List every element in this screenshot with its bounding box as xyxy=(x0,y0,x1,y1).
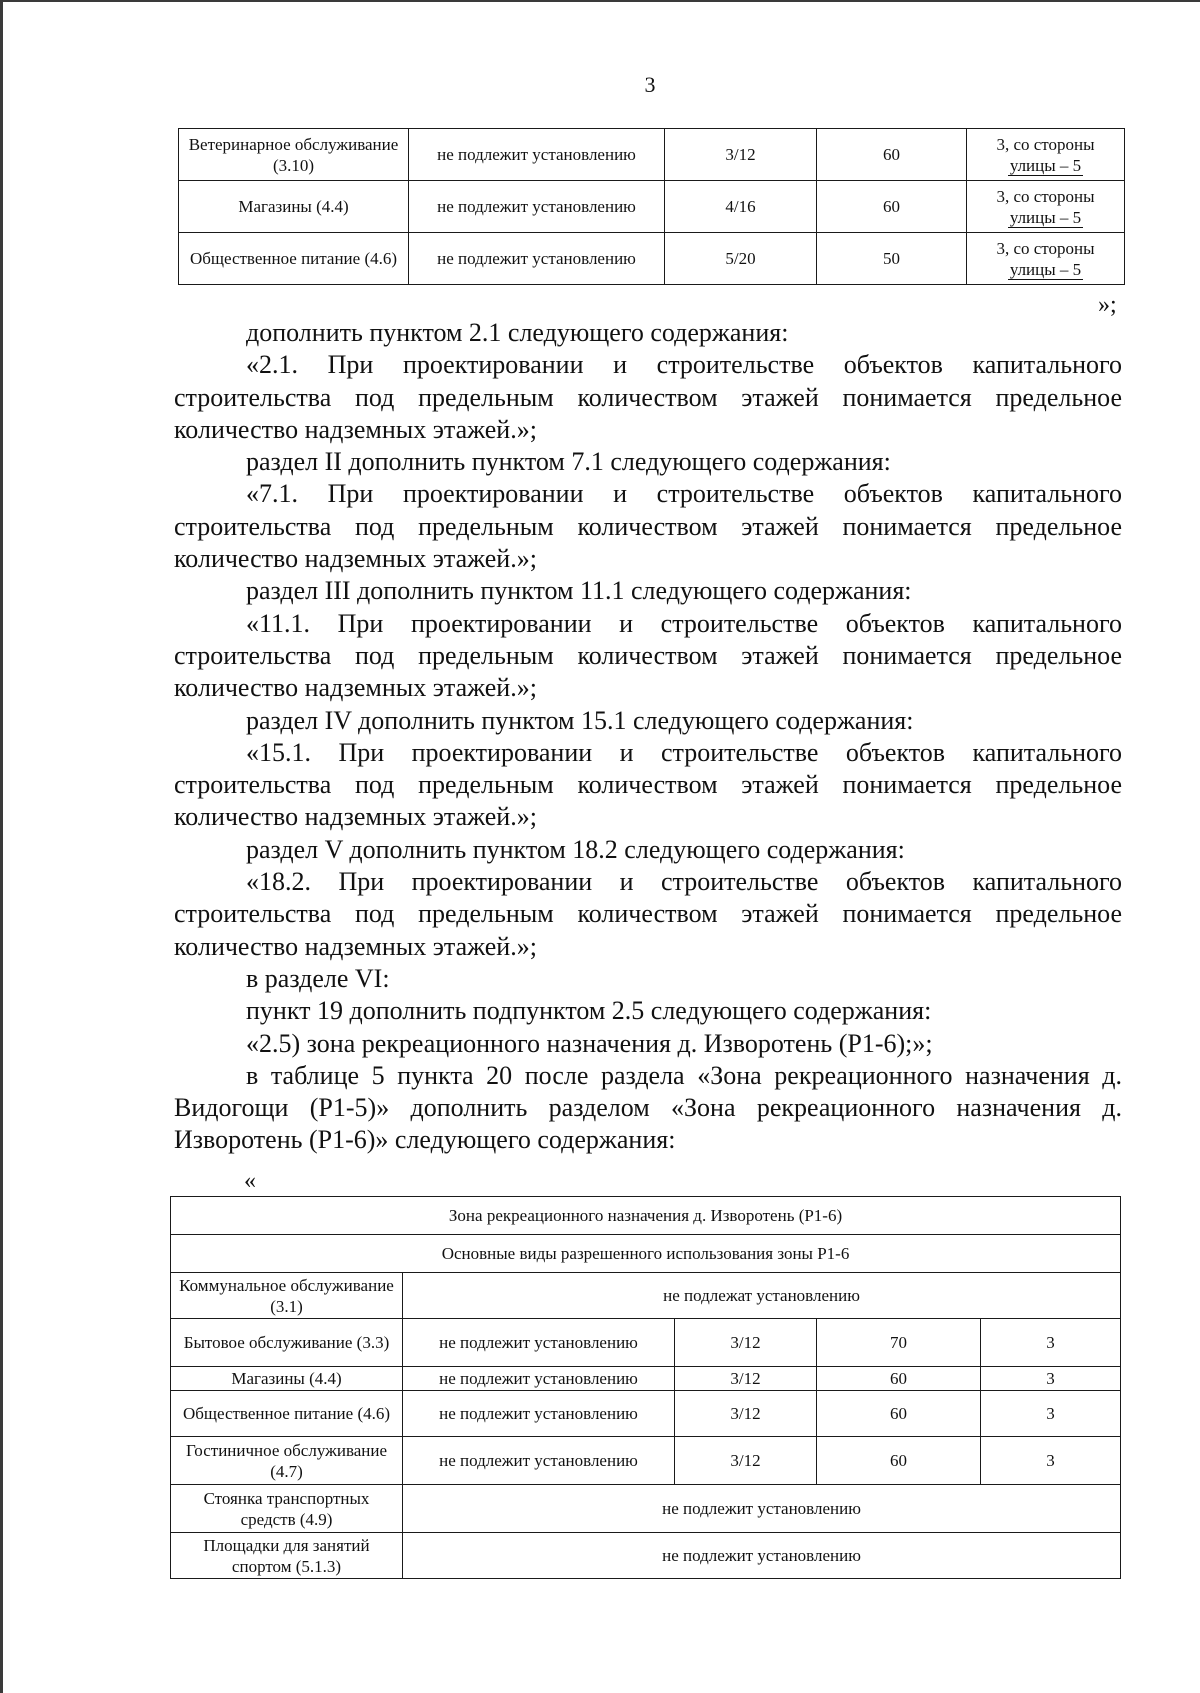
table-cell-area: не подлежит установлению xyxy=(403,1391,675,1437)
table-cell-setback: 3 xyxy=(981,1367,1121,1391)
table-cell-setback xyxy=(967,181,1125,233)
table-row xyxy=(179,129,1125,181)
table-cell-percent: 70 xyxy=(817,1319,981,1367)
table-cell-use: Стоянка транспортных средств (4.9) xyxy=(171,1485,403,1533)
table-cell-floors: 3/12 xyxy=(665,129,817,181)
setback-line-1: 3, со стороны xyxy=(996,134,1095,154)
table-cell-use: Общественное питание (4.6) xyxy=(179,233,409,285)
table-cell-area: не подлежит установлению xyxy=(403,1437,675,1485)
paragraph: в разделе VI: xyxy=(246,963,390,993)
paragraph: «15.1. При проектировании и строительстве объектов капитального строительства под предельным количеством этажей понимается предельное количество надземных этажей.»; xyxy=(174,737,1122,832)
table-cell-use: Магазины (4.4) xyxy=(171,1367,403,1391)
table-cell-use: Магазины (4.4) xyxy=(179,181,409,233)
scan-top-edge xyxy=(0,0,1200,2)
paragraph: дополнить пунктом 2.1 следующего содержания: xyxy=(246,318,789,347)
table-cell-area: не подлежит установлению xyxy=(403,1319,675,1367)
table-cell-floors: 4/16 xyxy=(665,181,817,233)
table-row xyxy=(171,1391,1121,1437)
table-cell-setback xyxy=(967,233,1125,285)
table-cell-use: Ветеринарное обслуживание (3.10) xyxy=(179,129,409,181)
table-cell-area: не подлежит установлению xyxy=(409,181,665,233)
amendment-text xyxy=(174,317,1122,1157)
table-cell-percent: 60 xyxy=(817,181,967,233)
table-cell-use: Общественное питание (4.6) xyxy=(171,1391,403,1437)
setback-line-1: 3, со стороны xyxy=(996,186,1095,206)
table-cell-merged: не подлежит установлению xyxy=(403,1485,1121,1533)
table-cell-merged: не подлежат установлению xyxy=(403,1273,1121,1319)
paragraph: раздел V дополнить пунктом 18.2 следующего содержания: xyxy=(246,834,905,864)
paragraph: раздел III дополнить пунктом 11.1 следующего содержания: xyxy=(246,576,912,606)
paragraph: «2.5) зона рекреационного назначения д. Изворотень (Р1-6);»; xyxy=(246,1028,933,1058)
table-row xyxy=(171,1367,1121,1391)
table-cell-setback: 3 xyxy=(981,1319,1121,1367)
table-cell-use: Бытовое обслуживание (3.3) xyxy=(171,1319,403,1367)
table-row xyxy=(171,1319,1121,1367)
setback-line-2: улицы – 5 xyxy=(1009,207,1082,227)
table-cell-percent: 60 xyxy=(817,1367,981,1391)
paragraph: раздел II дополнить пунктом 7.1 следующего содержания: xyxy=(246,447,891,477)
table-cell-percent: 60 xyxy=(817,1437,981,1485)
setback-line-2: улицы – 5 xyxy=(1009,155,1082,175)
table-row xyxy=(171,1533,1121,1579)
zone-title: Зона рекреационного назначения д. Изворотень (Р1-6) xyxy=(171,1197,1121,1235)
table-row xyxy=(171,1485,1121,1533)
table-cell-area: не подлежит установлению xyxy=(403,1367,675,1391)
page-number: 3 xyxy=(644,72,656,97)
scan-left-edge xyxy=(0,0,3,1693)
table-cell-area: не подлежит установлению xyxy=(409,129,665,181)
table-cell-use: Гостиничное обслуживание (4.7) xyxy=(171,1437,403,1485)
table-cell-setback: 3 xyxy=(981,1391,1121,1437)
table-cell-setback: 3 xyxy=(981,1437,1121,1485)
recreation-zone-table xyxy=(170,1196,1121,1579)
closing-quote: »; xyxy=(1098,292,1117,318)
paragraph: пункт 19 дополнить подпунктом 2.5 следующего содержания: xyxy=(246,996,932,1026)
table-cell-floors: 3/12 xyxy=(675,1391,817,1437)
opening-quote: « xyxy=(244,1168,256,1194)
continued-zoning-table xyxy=(178,128,1125,285)
table-row xyxy=(179,233,1125,285)
table-cell-floors: 3/12 xyxy=(675,1437,817,1485)
table-cell-percent: 60 xyxy=(817,129,967,181)
table-title-row xyxy=(171,1197,1121,1235)
paragraph: раздел IV дополнить пунктом 15.1 следующего содержания: xyxy=(246,705,914,735)
table-subtitle-row xyxy=(171,1235,1121,1273)
table-cell-area: не подлежит установлению xyxy=(409,233,665,285)
table-row xyxy=(171,1437,1121,1485)
table-cell-use: Коммунальное обслуживание (3.1) xyxy=(171,1273,403,1319)
table-cell-floors: 3/12 xyxy=(675,1319,817,1367)
zone-subtitle: Основные виды разрешенного использования зоны Р1-6 xyxy=(171,1235,1121,1273)
table-row xyxy=(179,181,1125,233)
table-cell-percent: 50 xyxy=(817,233,967,285)
paragraph: «7.1. При проектировании и строительстве объектов капитального строительства под предельным количеством этажей понимается предельное количество надземных этажей.»; xyxy=(174,479,1122,574)
table-cell-floors: 3/12 xyxy=(675,1367,817,1391)
paragraph: «2.1. При проектировании и строительстве объектов капитального строительства под предельным количеством этажей понимается предельное количество надземных этажей.»; xyxy=(174,350,1122,444)
paragraph: в таблице 5 пункта 20 после раздела «Зона рекреационного назначения д. Видогощи (Р1-5)» дополнить разделом «Зона рекреационного назначения д. Изворотень (Р1-6)» следующего содержания: xyxy=(174,1060,1122,1155)
table-row xyxy=(171,1273,1121,1319)
table-cell-percent: 60 xyxy=(817,1391,981,1437)
setback-line-2: улицы – 5 xyxy=(1009,259,1082,279)
table-cell-use: Площадки для занятий спортом (5.1.3) xyxy=(171,1533,403,1579)
table-cell-setback xyxy=(967,129,1125,181)
setback-line-1: 3, со стороны xyxy=(996,238,1095,258)
table-cell-floors: 5/20 xyxy=(665,233,817,285)
paragraph: «18.2. При проектировании и строительстве объектов капитального строительства под предельным количеством этажей понимается предельное количество надземных этажей.»; xyxy=(174,867,1122,961)
paragraph: «11.1. При проектировании и строительстве объектов капитального строительства под предельным количеством этажей понимается предельное количество надземных этажей.»; xyxy=(174,608,1122,703)
table-cell-merged: не подлежит установлению xyxy=(403,1533,1121,1579)
